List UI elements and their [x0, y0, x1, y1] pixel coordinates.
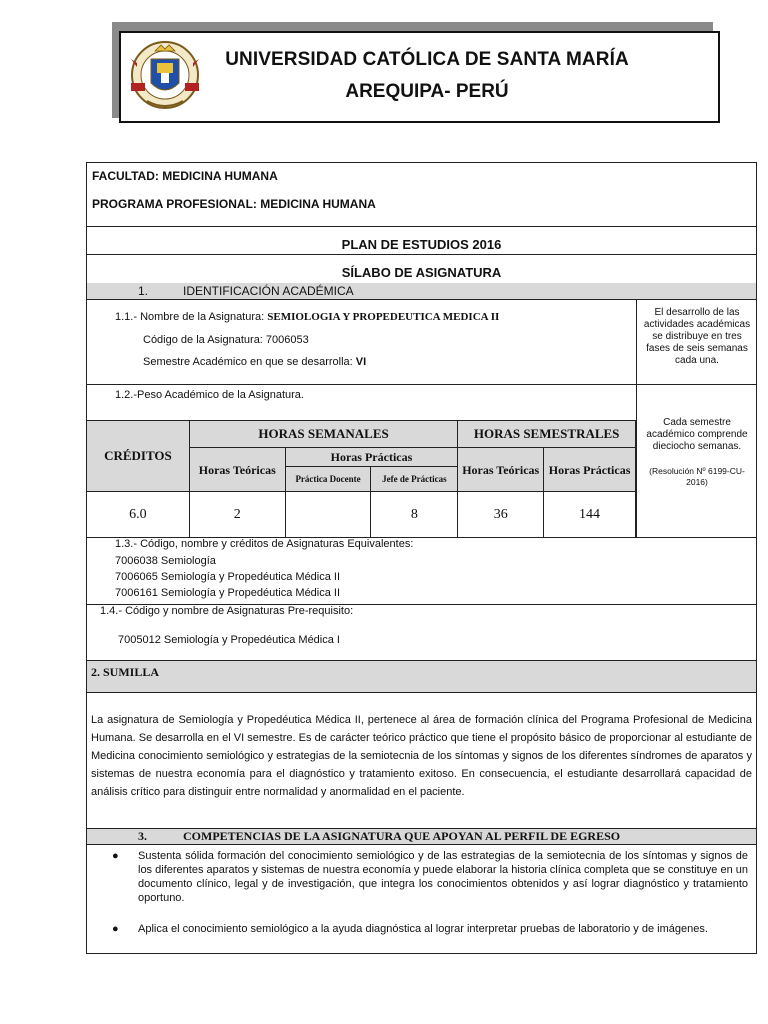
teaching-practice-value	[285, 492, 371, 538]
section-header-bg	[87, 661, 756, 692]
semester-theory-value: 36	[458, 492, 544, 538]
silabo-title: SÍLABO DE ASIGNATURA	[341, 265, 502, 280]
semester-line	[143, 356, 366, 368]
program-name: PROGRAMA PROFESIONAL: MEDICINA HUMANA	[92, 197, 376, 211]
side-note-weeks: Cada semestre académico comprende dieciocho semanas.	[646, 417, 748, 452]
semester-label: Semestre Académico en que se desarrolla:	[143, 356, 356, 368]
university-city: AREQUIPA- PERÚ	[345, 81, 509, 102]
course-code: Código de la Asignatura: 7006053	[143, 334, 309, 346]
course-name-value: SEMIOLOGIA Y PROPEDEUTICA MEDICA II	[267, 311, 500, 323]
faculty-name: FACULTAD: MEDICINA HUMANA	[92, 169, 278, 183]
header-box	[119, 31, 720, 123]
side-note-resolution: (Resolución Nº 6199-CU-2016)	[649, 466, 745, 487]
semester-value: VI	[355, 356, 367, 368]
semester-practice-value: 144	[544, 492, 636, 538]
competencies-title: COMPETENCIAS DE LA ASIGNATURA QUE APOYAN AL PERFIL DE EGRESO	[183, 829, 621, 843]
credits-header: CRÉDITOS	[87, 421, 190, 492]
university-crest-icon	[127, 37, 203, 115]
theory-hours-header: Horas Teóricas	[189, 448, 285, 492]
practice-hours-header: Horas Prácticas	[285, 448, 458, 467]
theory-hours-value: 2	[189, 492, 285, 538]
bullet-icon: ●	[112, 923, 119, 935]
competency-item: Aplica el conocimiento semiológico a la ayuda diagnóstica al lograr interpretar pruebas de laboratorio y de imágenes.	[138, 923, 708, 935]
prerequisite-title: 1.4.- Código y nombre de Asignaturas Pre-requisito:	[100, 605, 354, 617]
divider	[86, 384, 757, 385]
prerequisite-item: 7005012 Semiología y Propedéutica Médica I	[118, 634, 340, 646]
credits-value: 6.0	[87, 492, 190, 538]
course-name-line	[115, 311, 499, 323]
section-title: IDENTIFICACIÓN ACADÉMICA	[183, 284, 354, 298]
practice-chief-value: 8	[371, 492, 458, 538]
weekly-hours-header: HORAS SEMANALES	[189, 421, 457, 448]
semester-hours-header: HORAS SEMESTRALES	[458, 421, 636, 448]
competency-item: Sustenta sólida formación del conocimiento semiológico y de las estrategias de la semiotecnia de los síntomas y signos de los diferentes aparatos y sistemas de nuestra economía y puede elaborar la historia clínica completa que se constituye en un documento clínico, legal y de investigación, que integra los conocimientos obtenidos y así lograr diagnóstico y tratamiento oportuno.	[138, 850, 748, 904]
equivalent-item: 7006065 Semiología y Propedéutica Médica II	[115, 571, 341, 583]
sumilla-text: La asignatura de Semiología y Propedéutica Médica II, pertenece al área de formación clínica del Programa Profesional de Medicina Humana. Se desarrolla en el VI semestre. Es de carácter teórico práctico que tiene el propósito básico de proporcionar al estudiante de Medicina conocimiento semiológico y estrategias de la semiotecnia de los síntomas y signos de los diferentes síndromes de aparatos y sistemas de nuestra economía para el diagnóstico y tratamiento exitoso. En consecuencia, el estudiante desarrollará capacidad de análisis crítico para distinguir entre normalidad y anormalidad en el paciente.	[91, 714, 752, 798]
semester-theory-header: Horas Teóricas	[458, 448, 544, 492]
equivalent-item: 7006038 Semiología	[115, 555, 216, 567]
divider	[86, 299, 757, 300]
side-note-phases: El desarrollo de las actividades académicas se distribuye en tres fases de seis semanas cada una.	[643, 307, 751, 366]
section-number: 1.	[138, 284, 149, 298]
divider	[86, 226, 757, 227]
bullet-icon: ●	[112, 850, 119, 862]
equivalents-title: 1.3.- Código, nombre y créditos de Asignaturas Equivalentes:	[115, 538, 414, 550]
course-name-label: 1.1.- Nombre de la Asignatura:	[115, 311, 268, 323]
university-name: UNIVERSIDAD CATÓLICA DE SANTA MARÍA	[225, 49, 629, 70]
divider	[86, 254, 757, 255]
column-divider	[636, 299, 637, 537]
semester-practice-header: Horas Prácticas	[544, 448, 636, 492]
divider	[86, 692, 757, 693]
sumilla-title: 2. SUMILLA	[91, 665, 160, 679]
plan-title: PLAN DE ESTUDIOS 2016	[341, 237, 502, 252]
academic-weight-label: 1.2.-Peso Académico de la Asignatura.	[115, 389, 304, 401]
practice-chief-header: Jefe de Prácticas	[371, 467, 458, 492]
hours-table	[86, 420, 636, 538]
equivalent-item: 7006161 Semiología y Propedéutica Médica II	[115, 587, 341, 599]
competencies-number: 3.	[138, 829, 147, 843]
divider	[86, 844, 757, 845]
teaching-practice-header: Práctica Docente	[285, 467, 371, 492]
